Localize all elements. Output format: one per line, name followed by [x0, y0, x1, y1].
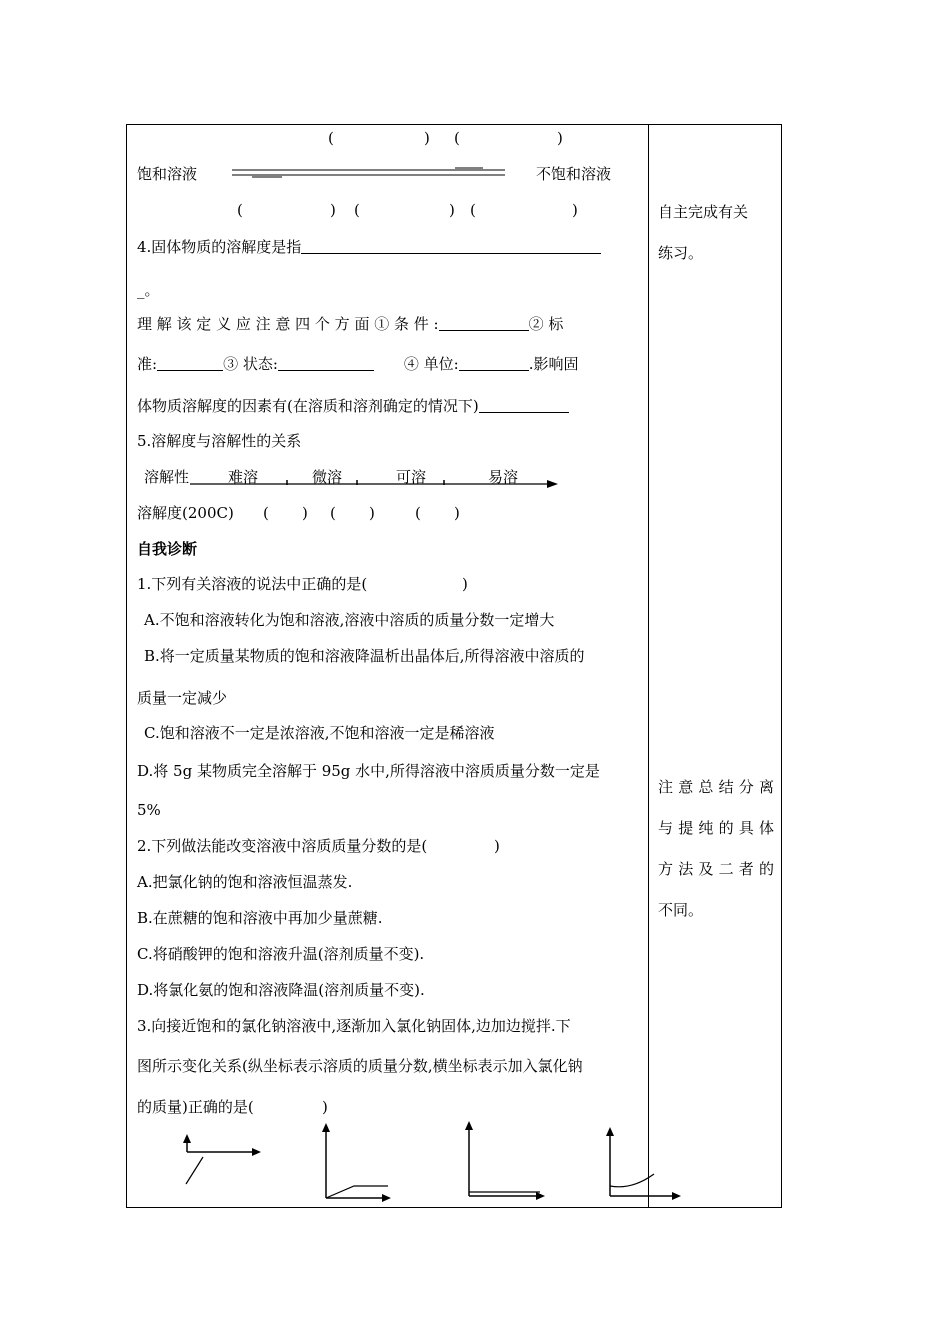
- option-c: C.饱和溶液不一定是浓溶液,不饱和溶液一定是稀溶液: [144, 724, 495, 742]
- q4-line5: 体物质溶解度的因素有(在溶质和溶剂确定的情况下): [137, 396, 569, 416]
- conversion-arrows: [230, 165, 520, 181]
- paren: ): [449, 201, 455, 219]
- solubility-label: 溶解性: [144, 468, 190, 486]
- section-heading: 自我诊断: [137, 540, 198, 558]
- option-d: D.将 5g 某物质完全溶解于 95g 水中,所得溶液中溶质质量分数一定是: [137, 762, 600, 780]
- paren: (: [237, 201, 243, 219]
- option-d: D.将氯化氨的饱和溶液降温(溶剂质量不变).: [137, 981, 425, 999]
- question-3-cont: 图所示变化关系(纵坐标表示溶质的质量分数,横坐标表示加入氯化钠: [137, 1057, 583, 1075]
- question-2: 2.下列做法能改变溶液中溶质质量分数的是(: [137, 837, 428, 855]
- paren: (: [354, 201, 360, 219]
- paren: (: [263, 504, 269, 522]
- paren: ): [462, 575, 468, 593]
- question-3: 3.向接近饱和的氯化钠溶液中,逐渐加入氯化钠固体,边加边搅拌.下: [137, 1017, 571, 1035]
- graph-option-a: [176, 1134, 266, 1190]
- question-3-cont: 的质量)正确的是(: [137, 1098, 254, 1116]
- option-c: C.将硝酸钾的饱和溶液升温(溶剂质量不变).: [137, 945, 425, 963]
- option-b-cont: 质量一定减少: [137, 689, 228, 707]
- paren: (: [328, 129, 334, 147]
- paren: ): [454, 504, 460, 522]
- category-very: 易溶: [488, 468, 519, 486]
- paren: (: [470, 201, 476, 219]
- q4-line2: _。: [137, 281, 160, 299]
- paren: ): [322, 1098, 328, 1116]
- paren: ): [572, 201, 578, 219]
- graph-option-c: [460, 1120, 550, 1202]
- blank: [301, 239, 601, 254]
- category-slightly: 微溶: [312, 468, 343, 486]
- blank: [439, 316, 529, 331]
- table-frame: [126, 124, 782, 1208]
- q4-line3: 理 解 该 定 义 应 注 意 四 个 方 面 ① 条 件 : ② 标: [137, 315, 564, 333]
- paren: ): [557, 129, 563, 147]
- q4-line4: 准: ③ 状态: ④ 单位: .影响固: [137, 355, 579, 373]
- category-soluble: 可溶: [396, 468, 427, 486]
- option-d-cont: 5%: [137, 801, 161, 819]
- blank: [479, 398, 569, 413]
- paren: ): [369, 504, 375, 522]
- option-b: B.将一定质量某物质的饱和溶液降温析出晶体后,所得溶液中溶质的: [144, 647, 585, 665]
- paren: (: [415, 504, 421, 522]
- paren: (: [454, 129, 460, 147]
- category-insoluble: 难溶: [228, 468, 259, 486]
- question-1: 1.下列有关溶液的说法中正确的是(: [137, 575, 368, 593]
- paren: ): [330, 201, 336, 219]
- q5-title: 5.溶解度与溶解性的关系: [137, 432, 302, 450]
- blank: [278, 356, 374, 371]
- blank: [459, 356, 529, 371]
- paren: ): [302, 504, 308, 522]
- side-note-2: 注意总结分离 与提纯的具体 方法及二者的 不同。: [658, 778, 774, 919]
- option-b: B.在蔗糖的饱和溶液中再加少量蔗糖.: [137, 909, 383, 927]
- solubility-arrow: [190, 476, 562, 490]
- blank: [157, 356, 223, 371]
- option-a: A.把氯化钠的饱和溶液恒温蒸发.: [137, 873, 353, 891]
- paren: ): [494, 837, 500, 855]
- saturated-label: 饱和溶液: [137, 165, 198, 183]
- option-a: A.不饱和溶液转化为饱和溶液,溶液中溶质的质量分数一定增大: [144, 611, 555, 629]
- unsaturated-label: 不饱和溶液: [536, 165, 612, 183]
- solubility-temp-label: 溶解度(200C): [137, 504, 234, 522]
- paren: ): [424, 129, 430, 147]
- column-divider: [648, 124, 649, 1208]
- q4-line1: 4.固体物质的溶解度是指: [137, 237, 601, 257]
- side-note-1: 自主完成有关 练习。: [658, 203, 749, 262]
- graph-option-d: [602, 1126, 686, 1202]
- graph-option-b: [318, 1122, 396, 1202]
- paren: (: [330, 504, 336, 522]
